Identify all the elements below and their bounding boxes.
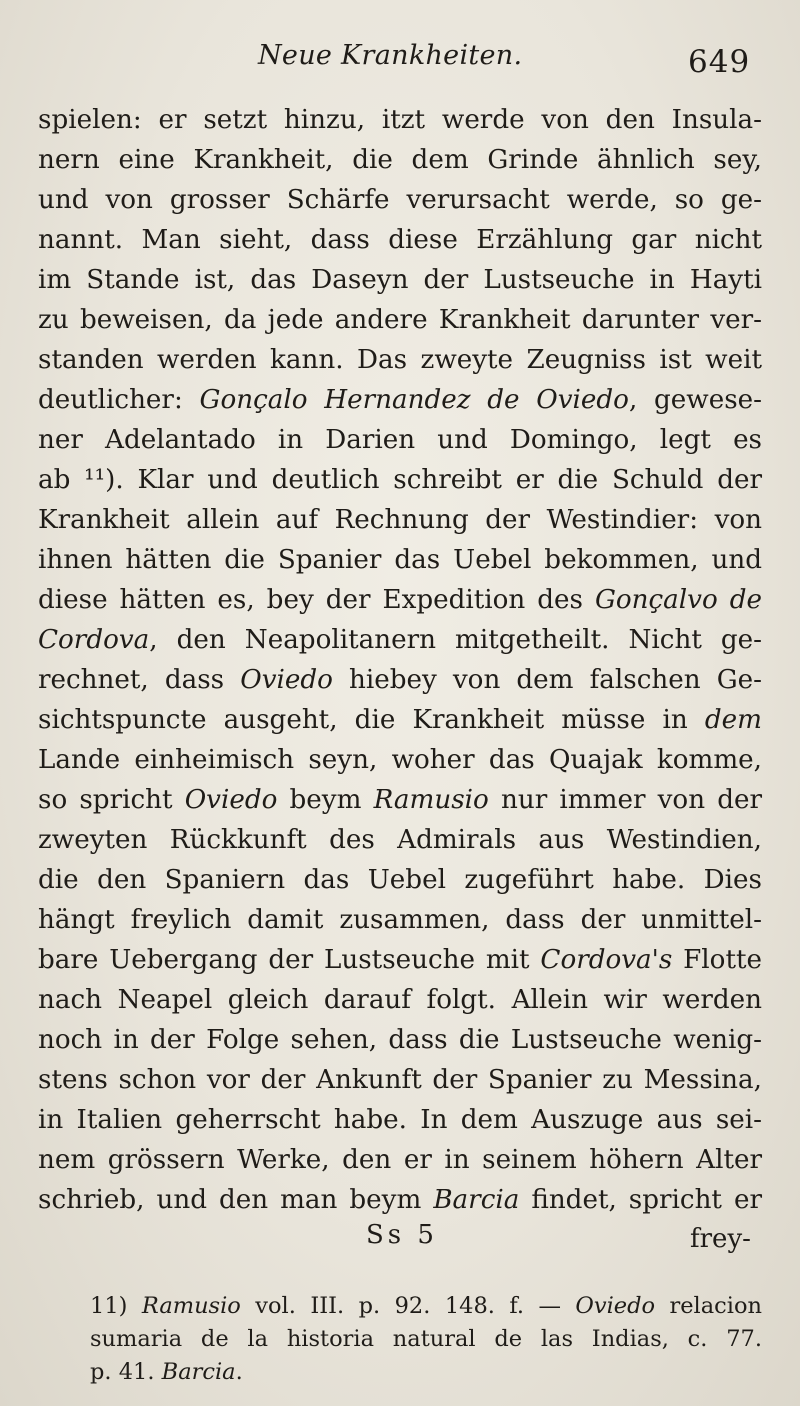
text-run: ihnen hätten die Spanier das Uebel bekommen, und xyxy=(38,545,762,575)
body-line xyxy=(38,220,762,260)
text-run: sumaria de la historia natural de las Indias, c. 77. xyxy=(90,1326,762,1352)
italic-name: Cordova xyxy=(38,625,150,655)
text-run: , den Neapolitanern mitgetheilt. Nicht ge- xyxy=(149,625,762,655)
text-run: zweyten Rückkunft des Admirals aus Westindien, xyxy=(38,825,762,855)
body-line xyxy=(38,500,762,540)
body-line xyxy=(38,780,762,820)
printer-signature: Ss 5 xyxy=(366,1220,438,1250)
body-line xyxy=(38,940,762,980)
text-run: und von grosser Schärfe verursacht werde, so ge- xyxy=(38,185,762,215)
body-line xyxy=(38,1020,762,1060)
text-run: nern eine Krankheit, die dem Grinde ähnlich sey, xyxy=(38,145,762,175)
text-run: . xyxy=(235,1359,243,1385)
text-run: bare Uebergang der Lustseuche mit xyxy=(38,945,541,975)
italic-name: Ramusio xyxy=(373,785,489,815)
body-line xyxy=(38,820,762,860)
body-line xyxy=(38,620,762,660)
page-number: 649 xyxy=(688,44,751,80)
catchword: frey- xyxy=(690,1224,751,1254)
text-run: Lande einheimisch seyn, woher das Quajak komme, xyxy=(38,745,762,775)
text-run: so spricht xyxy=(38,785,185,815)
italic-name: Oviedo xyxy=(575,1293,656,1319)
text-run: sichtspuncte ausgeht, die Krankheit müsse in xyxy=(38,705,705,735)
body-line xyxy=(38,700,762,740)
body-line xyxy=(38,380,762,420)
text-run: zu beweisen, da jede andere Krankheit darunter ver- xyxy=(38,305,762,335)
footnote-line xyxy=(90,1323,762,1356)
italic-name: Gonçalvo de xyxy=(594,585,762,615)
body-line xyxy=(38,300,762,340)
text-run: in Italien geherrscht habe. In dem Auszuge aus sei- xyxy=(38,1105,762,1135)
text-run: im Stande ist, das Daseyn der Lustseuche in Hayti xyxy=(38,265,762,295)
body-line xyxy=(38,420,762,460)
text-run: , gewese- xyxy=(628,385,762,415)
body-line xyxy=(38,1140,762,1180)
text-run: Krankheit allein auf Rechnung der Westindier: von xyxy=(38,505,762,535)
footnote-line xyxy=(90,1290,762,1323)
text-run: nannt. Man sieht, dass diese Erzählung gar nicht xyxy=(38,225,762,255)
text-run: deutlicher: xyxy=(38,385,200,415)
body-text xyxy=(38,100,762,1220)
text-run: ner Adelantado in Darien und Domingo, legt es xyxy=(38,425,762,455)
signature-row xyxy=(0,1220,800,1260)
text-run: die den Spaniern das Uebel zugeführt habe. Dies xyxy=(38,865,762,895)
italic-name: Barcia xyxy=(161,1359,236,1385)
running-head: Neue Krankheiten. xyxy=(258,40,523,71)
body-line xyxy=(38,140,762,180)
text-run: noch in der Folge sehen, dass die Lustseuche wenig- xyxy=(38,1025,762,1055)
text-run: rechnet, dass xyxy=(38,665,241,695)
body-line xyxy=(38,660,762,700)
body-line xyxy=(38,1100,762,1140)
body-line xyxy=(38,180,762,220)
text-run: stens schon vor der Ankunft der Spanier zu Messina, xyxy=(38,1065,762,1095)
italic-name: dem xyxy=(704,705,762,735)
body-line xyxy=(38,100,762,140)
italic-name: Oviedo xyxy=(184,785,278,815)
footnote-line xyxy=(90,1356,762,1389)
text-run: nur immer von der xyxy=(488,785,763,815)
body-line xyxy=(38,980,762,1020)
body-line xyxy=(38,260,762,300)
italic-name: Ramusio xyxy=(141,1293,241,1319)
text-run: nach Neapel gleich darauf folgt. Allein wir werden xyxy=(38,985,762,1015)
text-run: spielen: er setzt hinzu, itzt werde von den Insula- xyxy=(38,105,762,135)
text-run: vol. III. p. 92. 148. f. — xyxy=(240,1293,576,1319)
text-run: diese hätten es, bey der Expedition des xyxy=(38,585,595,615)
body-line xyxy=(38,580,762,620)
text-run: ab ¹¹). Klar und deutlich schreibt er die Schuld der xyxy=(38,465,762,495)
text-run: hängt freylich damit zusammen, dass der unmittel- xyxy=(38,905,762,935)
text-run: beym xyxy=(277,785,374,815)
italic-name: Oviedo xyxy=(240,665,333,695)
text-run: standen werden kann. Das zweyte Zeugniss ist weit xyxy=(38,345,762,375)
italic-name: Barcia xyxy=(433,1185,520,1215)
body-line xyxy=(38,740,762,780)
body-line xyxy=(38,860,762,900)
italic-name: Gonçalo Hernandez de Oviedo xyxy=(199,385,629,415)
body-line xyxy=(38,540,762,580)
body-line xyxy=(38,460,762,500)
text-run: schrieb, und den man beym xyxy=(38,1185,434,1215)
page-header xyxy=(0,38,800,88)
body-line xyxy=(38,1180,762,1220)
text-run: relacion xyxy=(655,1293,763,1319)
text-run: hiebey von dem falschen Ge- xyxy=(332,665,762,695)
text-run: findet, spricht er xyxy=(519,1185,762,1215)
italic-name: Cordova's xyxy=(540,945,673,975)
body-line xyxy=(38,340,762,380)
body-line xyxy=(38,900,762,940)
text-run: Flotte xyxy=(672,945,762,975)
text-run: nem grössern Werke, den er in seinem höhern Alter xyxy=(38,1145,762,1175)
text-run: 11) xyxy=(90,1293,142,1319)
body-line xyxy=(38,1060,762,1100)
text-run: p. 41. xyxy=(90,1359,162,1385)
footnote xyxy=(90,1290,762,1389)
